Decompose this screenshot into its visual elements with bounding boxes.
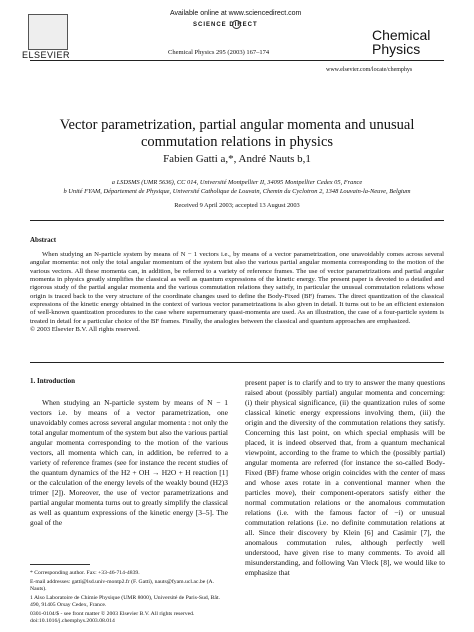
publisher-name: ELSEVIER (22, 50, 71, 60)
body-right-column: present paper is to clarify and to try to answer the many questions raised about (possibly partial) angular momenta and concerning: (i) their physical significance, (ii) the quantization rules of some classical kinetic energy expressions involving them, (iii) the origin and the diversity of the commutation relations they satisfy. Concerning this last point, on which special emphasis will be placed, it is indeed observed that, from a quantum mechanical viewpoint, according to the frame to which the (possibly partial) angular momenta are referred (for instance the so-called Body-Fixed (BF) frame whose origin coincides with the center of mass and whose axes rotate in a conventional manner when the particles move), their component-operators satisfy either the normal commutation relations or the anomalous commutation relations (i.e. with the famous factor of −i) or unusual commutation relations (i.e. no definite commutation relations at all. Since their discovery by Klein [6] and Casimir [7], the anomalous commutation rules, although perfectly well understood, have given rise to many comments. To avoid all misunderstanding, and following Van Vleck [8], we would like to emphasize that (245, 378, 445, 577)
doi-line[interactable]: doi:10.1016/j.chemphys.2003.08.014 (30, 618, 115, 624)
online-availability: Available online at www.sciencedirect.com (170, 10, 302, 17)
abstract-body (30, 251, 444, 334)
affiliation-b: b Unité FYAM, Département de Physique, Université Catholique de Louvain, Chemin du Cyclotron 2, 1348 Louvain-la-Neuve, Belgium (63, 188, 411, 195)
left-column-paragraph: When studying an N-particle system by means of N − 1 vectors i.e. by means of a vector parametrization, one unavoidably comes across several angular momenta : not only the total angular momentum of the system but also the various partial angular momenta corresponding to the motion of the various vectors, all momenta which can, in addition, be referred to a variety of reference frames (see for instance the recent studies of the quantum dynamics of the H2 + OH → H2O + H reaction [1] or the calculation of the energy levels of the weakly bound (H2)3 trimer [2]). Moreover, the use of vector parametrizations and partial angular momenta turns out to greatly simplify the classical as well as quantum expressions of the kinetic energy [3–5]. The goal of the (30, 398, 228, 527)
journal-name-line1: Chemical (372, 27, 431, 43)
footnote-corresponding: * Corresponding author. Fax: +33-46-714-4839. (30, 570, 140, 576)
abstract-copyright: © 2003 Elsevier B.V. All rights reserved. (30, 326, 140, 334)
issn-line: 0301-0104/$ - see front matter © 2003 Elsevier B.V. All rights reserved. (30, 611, 195, 617)
article-authors: Fabien Gatti a,*, André Nauts b,1 (163, 153, 311, 165)
journal-citation: Chemical Physics 295 (2003) 167–174 (168, 49, 270, 56)
received-dates: Received 9 April 2003; accepted 13 August 2003 (174, 202, 300, 209)
elsevier-tree-logo (28, 14, 68, 50)
header-rule (30, 60, 444, 61)
body-left-column (30, 398, 228, 528)
issn-doi-block (30, 611, 330, 625)
abstract-heading: Abstract (30, 236, 57, 244)
footnote-affiliation: 1 Also Laboratoire de Chimie Physique (UMR 8000), Université de Paris-Sud, Bât. 490, 91405 Orsay Cedex, France. (30, 595, 220, 608)
sciencedirect-logo: SCIENCE DIRECT (193, 22, 258, 28)
journal-name (372, 28, 430, 56)
section-heading-introduction: 1. Introduction (30, 377, 75, 385)
abstract-top-rule (30, 220, 444, 221)
footnote-email[interactable]: E-mail addresses: gatti@lsd.univ-montp2.fr (F. Gatti), nauts@fyam.ucl.ac.be (A. Nauts). (30, 579, 215, 592)
sciencedirect-circle-icon (232, 20, 241, 29)
affiliation-a: a LSDSMS (UMR 5636), CC 014, Université Montpellier II, 34095 Montpellier Cedex 05, France (111, 179, 363, 186)
journal-name-line2: Physics (372, 41, 421, 57)
journal-url[interactable]: www.elsevier.com/locate/chemphys (326, 67, 413, 73)
abstract-paragraph: When studying an N-particle system by means of N − 1 vectors i.e., by means of a vector parametrization, one unavoidably comes across several angular momenta: not only the total angular momentum of the system but also the various partial angular momenta corresponding to the motion of the various vectors. All these momenta can, in addition, be referred to a variety of reference frames. The use of vector parametrizations and partial angular momenta in physics greatly simplifies the classical as well as quantum expressions of the kinetic energy. The present paper is devoted to a detailed and rigorous study of the partial angular momenta and the various commutation relations they satisfy, in particular the unusual commutation relations whose origin is traced back to the very structure of the coordinate changes used to define the Body-Fixed (BF) frames. The direct quantization of the classical expressions of the kinetic energy obtained in the context of various vector parametrizations is also given in detail. It turns out to be an efficient extension of well-known quantization procedures to the case where supernumerary quasi-momenta are used. As an illustration, the case of a four-particle system is treated in detail for a particular choice of the BF frames. Finally, the analogies between the classical and quantum approaches are emphasized. (30, 251, 444, 325)
abstract-bottom-rule (30, 362, 444, 363)
article-title: Vector parametrization, partial angular momenta and unusual commutation relations in physics (59, 117, 415, 150)
footnotes (30, 570, 228, 611)
footnote-rule (30, 564, 90, 565)
